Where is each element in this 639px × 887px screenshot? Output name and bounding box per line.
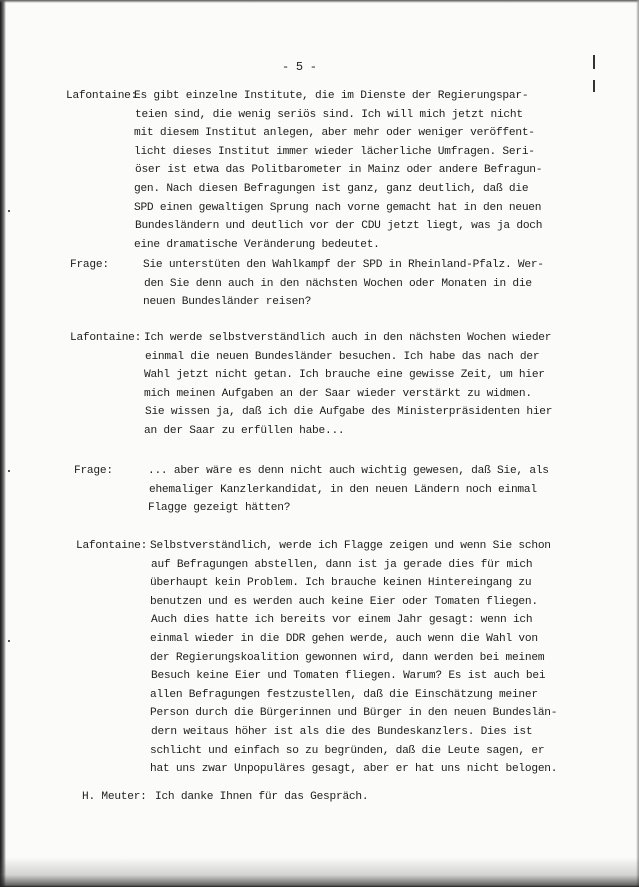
text-line: Ich werde selbstverständlich auch in den nächsten Wochen wieder: [144, 332, 552, 344]
text-line: ehemaliger Kanzlerkandidat, in den neuen Ländern noch einmal: [149, 483, 537, 496]
text-line: den Sie denn auch in den nächsten Wochen oder Monaten in die: [144, 277, 532, 290]
text-line: dern weitaus höher ist als die des Bundeskanzlers. Dies ist: [151, 726, 533, 738]
text-line: auf Befragungen abstellen, dann ist ja gerade dies für mich: [151, 558, 533, 571]
text-line: teien sind, die wenig seriös sind. Ich will mich jetzt nicht: [135, 108, 523, 121]
scan-edge-left: [0, 0, 6, 887]
text-line: Wahl jetzt nicht getan. Ich brauche eine gewisse Zeit, um hier: [144, 369, 545, 382]
speaker-label: Lafontaine:: [70, 332, 142, 344]
text-line: einmal die neuen Bundesländer besuchen. Ich habe das nach der: [145, 350, 540, 363]
text-line: Sie wissen ja, daß ich die Aufgabe des Ministerpräsidenten hier: [145, 406, 553, 419]
text-line: überhaupt kein Problem. Ich brauche keinen Hintereingang zu: [150, 577, 532, 590]
scan-edge-bottom: [0, 857, 639, 887]
text-line: ... aber wäre es denn nicht auch wichtig gewesen, daß Sie, als: [148, 465, 549, 477]
punch-mark: [593, 55, 595, 69]
text-line: Flagge gezeigt hätten?: [148, 502, 291, 515]
text-line: benutzen und es werden auch keine Eier oder Tomaten fliegen.: [150, 595, 538, 608]
text-line: hat uns zwar Unpopuläres gesagt, aber er hat uns nicht belogen.: [150, 763, 558, 776]
text-line: an der Saar zu erfüllen habe...: [144, 425, 345, 437]
text-line: SPD einen gewaltigen Sprung nach vorne gemacht hat in den neuen: [134, 201, 542, 214]
speaker-label: Frage:: [70, 259, 109, 271]
speaker-label: Lafontaine:: [66, 90, 138, 102]
text-line: Ich danke Ihnen für das Gespräch.: [155, 791, 369, 803]
text-line: schlicht und einfach so zu begründen, daß die Leute sagen, er: [150, 744, 545, 757]
text-line: Auch dies hatte ich bereits vor einem Jahr gesagt: wenn ich: [151, 614, 533, 627]
text-line: der Regierungskoalition gewonnen wird, dann werden bei meinem: [150, 651, 545, 664]
text-line: Selbstverständlich, werde ich Flagge zeigen und wenn Sie schon: [150, 540, 551, 552]
text-line: Bundesländern und deutlich vor der CDU jetzt liegt, was ja doch: [135, 220, 543, 233]
scan-speck: [8, 640, 10, 642]
text-line: eine dramatische Veränderung bedeutet.: [134, 238, 380, 251]
text-line: öser ist etwa das Politbarometer in Mainz oder andere Befragun-: [135, 164, 543, 177]
punch-mark: [593, 80, 595, 92]
text-line: Person durch die Bürgerinnen und Bürger in den neuen Bundeslän-: [150, 707, 558, 720]
text-line: mit diesem Institut anlegen, aber mehr oder weniger veröffent-: [134, 127, 535, 140]
page-number: - 5 -: [282, 60, 317, 74]
scan-speck: [8, 470, 10, 472]
text-line: Besuch keine Eier und Tomaten fliegen. Warum? Es ist auch bei: [151, 670, 546, 683]
speaker-label: Frage:: [74, 465, 113, 477]
text-line: Sie unterstüten den Wahlkampf der SPD in Rheinland-Pfalz. Wer-: [143, 259, 544, 271]
text-line: gen. Nach diesen Befragungen ist ganz, ganz deutlich, daß die: [134, 183, 529, 195]
text-line: Es gibt einzelne Institute, die im Dienste der Regierungspar-: [134, 90, 529, 102]
text-line: einmal wieder in die DDR gehen werde, auch wenn die Wahl von: [150, 633, 538, 645]
text-line: neuen Bundesländer reisen?: [143, 296, 312, 309]
scan-speck: [8, 210, 10, 212]
text-line: licht dieses Institut immer wieder lächerliche Umfragen. Seri-: [134, 145, 535, 158]
text-line: allen Befragungen festzustellen, daß die Einschätzung meiner: [150, 688, 538, 701]
scan-edge-top: [0, 0, 639, 3]
speaker-label: H. Meuter:: [82, 791, 147, 803]
speaker-label: Lafontaine:: [76, 540, 148, 552]
text-line: mich meinen Aufgaben an der Saar wieder verstärkt zu widmen.: [144, 387, 532, 400]
